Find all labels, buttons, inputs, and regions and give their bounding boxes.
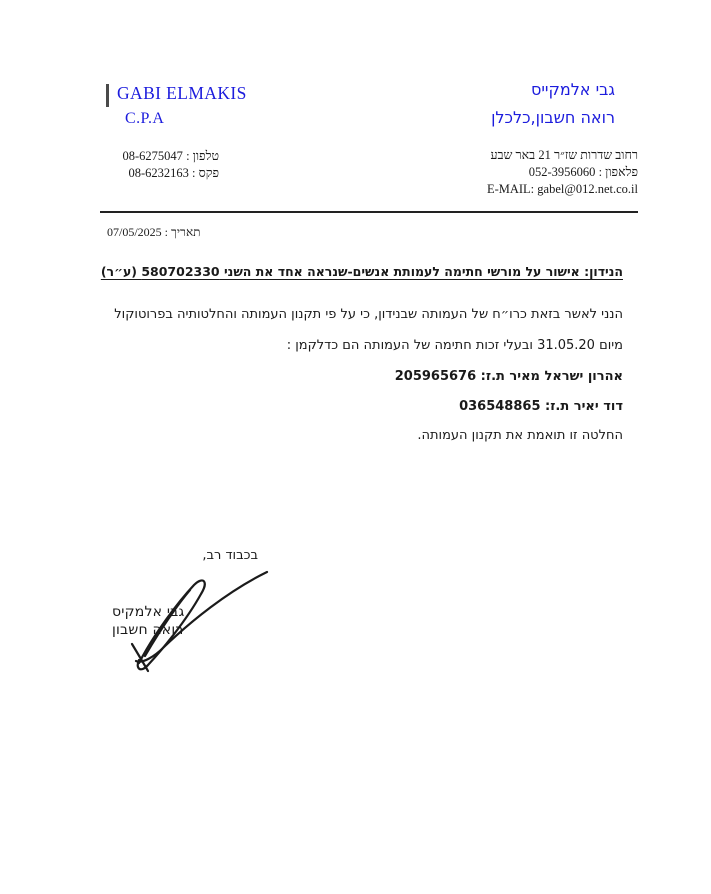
mobile-line: פלאפון : 052-3956060 bbox=[528, 165, 638, 179]
letterhead-latin-name: GABI ELMAKIS bbox=[117, 83, 247, 103]
stamp-name: גבי אלמקיס bbox=[112, 604, 185, 620]
date-line: תאריך : 07/05/2025 bbox=[107, 225, 201, 239]
fax-line: פקס : 08-6232163 bbox=[128, 166, 219, 180]
subject-line: הנידון: אישור על מורשי חתימה לעמותת אנשים-שנראה אחד את השני 580702330 (ע״ר) bbox=[100, 264, 623, 279]
letterhead-latin-title: C.P.A bbox=[125, 110, 165, 127]
header-divider-rule bbox=[100, 211, 638, 213]
brand-accent-bar bbox=[106, 84, 109, 107]
phone-line: טלפון : 08-6275047 bbox=[122, 149, 219, 163]
letterhead-hebrew-title: רואה חשבון,כלכלן bbox=[491, 108, 615, 127]
signatory-1: אהרון ישראל מאיר ת.ז: 205965676 bbox=[394, 369, 623, 384]
body-line-2: מיום 31.05.20 ובעלי זכות חתימה של העמותה הם כדלקמן : bbox=[286, 338, 623, 353]
valediction: בכבוד רב, bbox=[202, 548, 258, 563]
email-line: E-MAIL: gabel@012.net.co.il bbox=[486, 182, 638, 196]
address-line: רחוב שדרות שז״ר 21 באר שבע bbox=[490, 148, 638, 162]
signatory-2: דוד יאיר ת.ז: 036548865 bbox=[459, 399, 623, 414]
letterhead-hebrew-name: גבי אלמקייס bbox=[530, 80, 615, 99]
signature-tail-stroke bbox=[132, 644, 148, 671]
body-line-1: הנני לאשר בזאת כרו״ח של העמותה שבנידון, כי על פי תקנון העמותה והחלטותיה בפרוטוקול bbox=[114, 307, 623, 322]
conformity-note: החלטה זו תואמת את תקנון העמותה. bbox=[417, 428, 623, 443]
stamp-title: רואה חשבון bbox=[112, 622, 184, 638]
